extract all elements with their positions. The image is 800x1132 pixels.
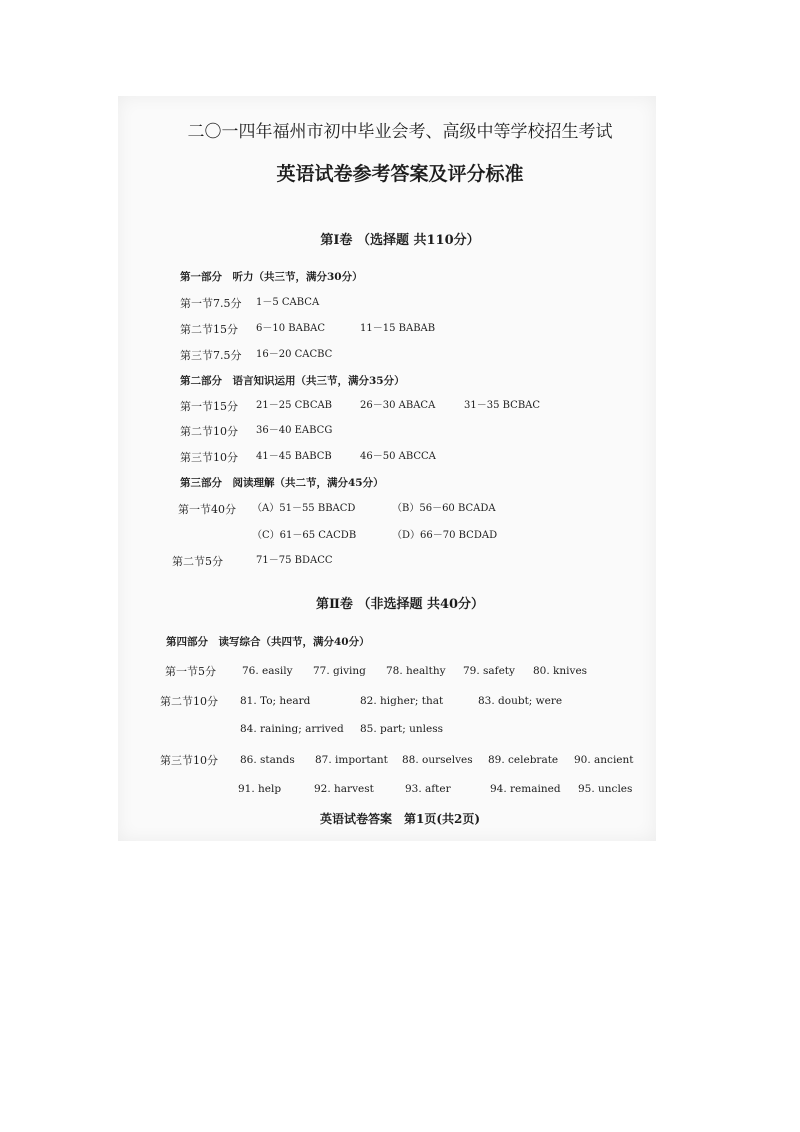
answer-item: 94. remained — [490, 783, 561, 795]
answer-item: 76. easily — [242, 665, 293, 677]
volume-1-title: 第Ⅰ卷 — [320, 233, 353, 248]
row-label: 第三节7.5分 — [180, 349, 242, 362]
document-subtitle: 英语试卷参考答案及评分标准 — [276, 163, 524, 185]
row-label: 第三节10分 — [160, 754, 218, 767]
volume-1-note: （选择题 共110分） — [356, 233, 480, 248]
volume-2-title: 第Ⅱ卷 — [315, 597, 353, 612]
page-footer: 英语试卷答案 第1页(共2页) — [319, 812, 481, 826]
answer-item: 82. higher; that — [360, 695, 444, 707]
answer-item: （B）56－60 BCADA — [392, 503, 496, 514]
row-label: 第三节10分 — [180, 451, 238, 464]
row-label: 第一节40分 — [178, 503, 236, 516]
answer-item: （C）61－65 CACDB — [252, 530, 357, 541]
row-label: 第二节15分 — [180, 323, 238, 336]
answer-item: 78. healthy — [386, 665, 446, 677]
part-3-heading: 第三部分 阅读理解（共二节，满分45分） — [180, 477, 384, 489]
answer-item: 41－45 BABCB — [256, 451, 332, 462]
answer-item: 86. stands — [240, 754, 295, 766]
answer-item: 1－5 CABCA — [256, 297, 320, 308]
answer-item: 21－25 CBCAB — [256, 400, 333, 411]
answer-item: 81. To; heard — [240, 695, 311, 707]
answer-item: 88. ourselves — [402, 754, 473, 766]
volume-2-heading — [0, 598, 800, 611]
row-label: 第二节5分 — [172, 555, 223, 568]
answer-item: 95. uncles — [578, 783, 633, 795]
answer-item: （D）66－70 BCDAD — [392, 530, 498, 541]
answer-item: 26－30 ABACA — [360, 400, 436, 411]
answer-item: 89. celebrate — [488, 754, 559, 766]
answer-item: 83. doubt; were — [478, 695, 563, 707]
answer-item: 11－15 BABAB — [360, 323, 436, 334]
row-label: 第一节15分 — [180, 400, 238, 413]
answer-item: 77. giving — [313, 665, 366, 677]
answer-item: 90. ancient — [574, 754, 634, 766]
answer-item: 6－10 BABAC — [256, 323, 326, 334]
answer-item: 84. raining; arrived — [240, 723, 344, 735]
part-1-heading: 第一部分 听力（共三节，满分30分） — [180, 271, 363, 283]
answer-item: 87. important — [315, 754, 388, 766]
row-label: 第一节7.5分 — [180, 297, 242, 310]
answer-item: 92. harvest — [314, 783, 374, 795]
answer-item: 46－50 ABCCA — [360, 451, 436, 462]
document-title: 二〇一四年福州市初中毕业会考、高级中等学校招生考试 — [187, 122, 613, 142]
answer-item: 91. help — [238, 783, 282, 795]
row-label: 第二节10分 — [160, 695, 218, 708]
part-4-heading: 第四部分 读写综合（共四节，满分40分） — [166, 636, 370, 648]
answer-item: 36－40 EABCG — [256, 425, 333, 436]
answer-item: 16－20 CACBC — [256, 349, 333, 360]
row-label: 第一节5分 — [165, 665, 216, 678]
volume-2-note: （非选择题 共40分） — [357, 597, 485, 612]
answer-item: 79. safety — [463, 665, 515, 677]
row-label: 第二节10分 — [180, 425, 238, 438]
answer-item: 85. part; unless — [360, 723, 444, 735]
answer-item: 93. after — [405, 783, 451, 795]
answer-item: 31－35 BCBAC — [464, 400, 541, 411]
answer-item: 80. knives — [533, 665, 588, 677]
answer-item: 71－75 BDACC — [256, 555, 333, 566]
part-2-heading: 第二部分 语言知识运用（共三节，满分35分） — [180, 375, 405, 387]
volume-1-heading — [0, 234, 800, 247]
answer-item: （A）51－55 BBACD — [252, 503, 356, 514]
